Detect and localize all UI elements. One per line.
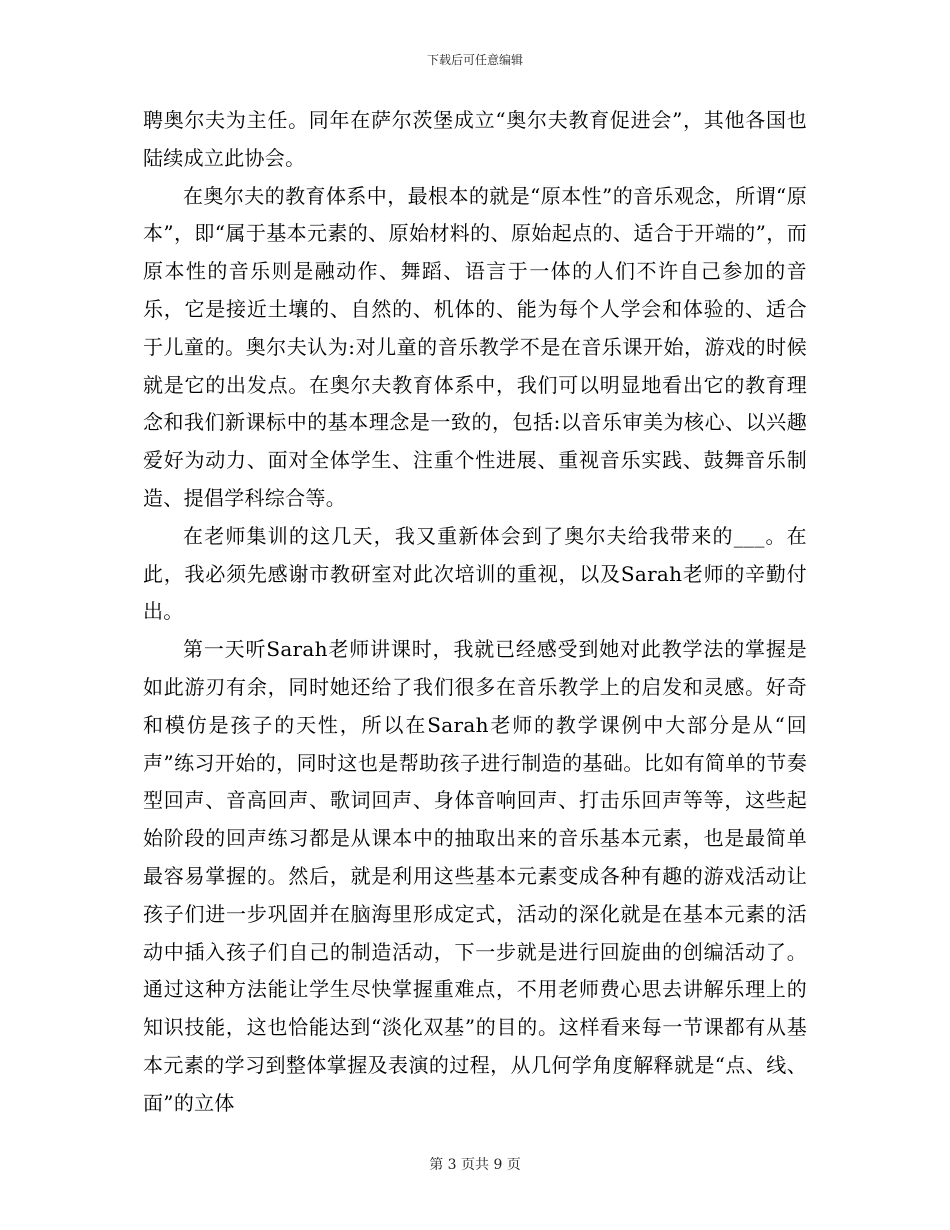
page-header: 下载后可任意编辑 [426,53,523,67]
page-footer: 第 3 页共 9 页 [429,1157,521,1173]
paragraph-2: 在奥尔夫的教育体系中，最根本的就是“原本性”的音乐观念，所谓“原本”，即“属于基本元素的、原始材料的、原始起点的、适合于开端的”，而原本性的音乐则是融动作、舞蹈、语言于一体的人们不许自己参加的音乐，它是接近土壤的、自然的、机体的、能为每个人学会和体验的、适合于儿童的。奥尔夫认为:对儿童的音乐教学不是在音乐课开始，游戏的时候就是它的出发点。在奥尔夫教育体系中，我们可以明显地看出它的教育理念和我们新课标中的基本理念是一致的，包括:以音乐审美为核心、以兴趣爱好为动力、面对全体学生、注重个性进展、重视音乐实践、鼓舞音乐制造、提倡学科综合等。 [143,183,807,510]
paragraph-3: 在老师集训的这几天，我又重新体会到了奥尔夫给我带来的___。在此，我必须先感谢市教研室对此次培训的重视，以及Sarah老师的辛勤付出。 [143,523,807,624]
paragraph-4: 第一天听Sarah老师讲课时，我就已经感受到她对此教学法的掌握是如此游刃有余，同时她还给了我们很多在音乐教学上的启发和灵感。好奇和模仿是孩子的天性，所以在Sarah老师的教学课例中大部分是从“回声”练习开始的，同时这也是帮助孩子进行制造的基础。比如有简单的节奏型回声、音高回声、歌词回声、身体音响回声、打击乐回声等等，这些起始阶段的回声练习都是从课本中的抽取出来的音乐基本元素，也是最简单最容易掌握的。然后，就是利用这些基本元素变成各种有趣的游戏活动让孩子们进一步巩固并在脑海里形成定式，活动的深化就是在基本元素的活动中插入孩子们自己的制造活动，下一步就是进行回旋曲的创编活动了。通过这种方法能让学生尽快掌握重难点，不用老师费心思去讲解乐理上的知识技能，这也恰能达到“淡化双基”的目的。这样看来每一节课都有从基本元素的学习到整体掌握及表演的过程，从几何学角度解释就是“点、线、面”的立体 [143,637,807,1115]
paragraph-1: 聘奥尔夫为主任。同年在萨尔茨堡成立“奥尔夫教育促进会”，其他各国也陆续成立此协会。 [143,108,807,170]
document-body [143,102,807,1123]
